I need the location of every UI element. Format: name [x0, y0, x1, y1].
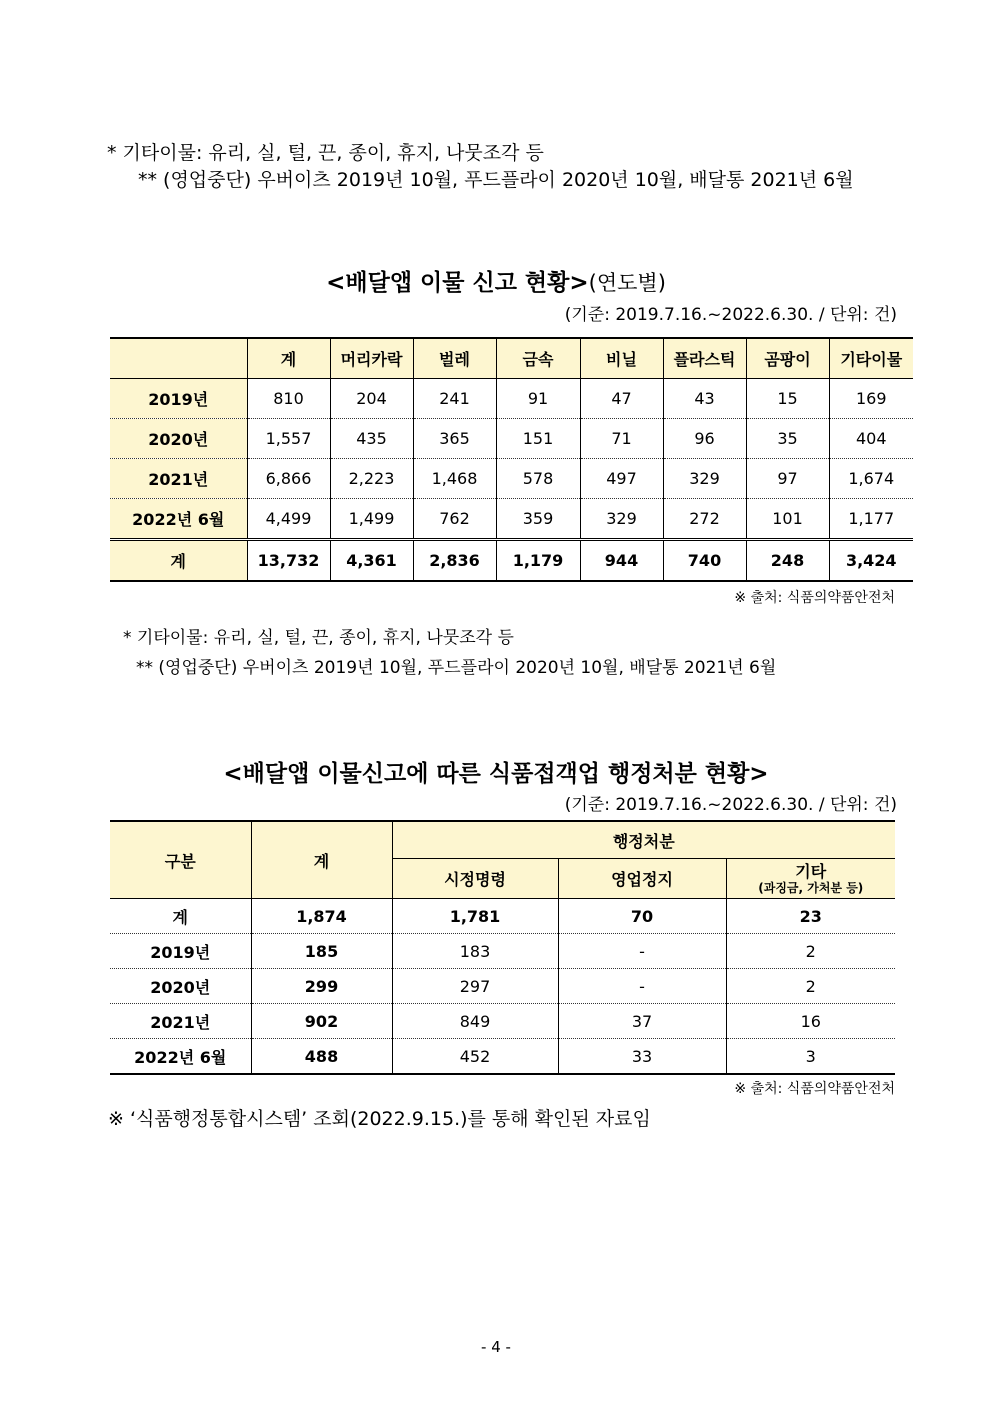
- table-cell: 47: [580, 379, 663, 419]
- table-cell: 404: [829, 419, 913, 459]
- table1-header-metal: 금속: [496, 338, 580, 379]
- table-cell: 241: [413, 379, 496, 419]
- table-row: [110, 1039, 895, 1075]
- table1-total-row: [110, 540, 913, 582]
- table-row: [110, 934, 895, 969]
- table-row: [110, 459, 913, 499]
- table-cell: -: [558, 969, 726, 1004]
- row-label: 2021년: [110, 459, 247, 499]
- table-row: [110, 499, 913, 540]
- row-label: 계: [110, 899, 251, 934]
- table-cell: 35: [746, 419, 829, 459]
- table2-title: <배달앱 이물신고에 따른 식품접객업 행정처분 현황>: [223, 761, 769, 787]
- table-cell: 1,468: [413, 459, 496, 499]
- table2-header-row-1: [110, 821, 895, 859]
- table-foreign-reports-by-year: [110, 337, 913, 582]
- row-label: 2020년: [110, 969, 251, 1004]
- table-cell: 37: [558, 1004, 726, 1039]
- table-cell: 2,836: [413, 540, 496, 582]
- table-cell: 13,732: [247, 540, 330, 582]
- table2-basis: (기준: 2019.7.16.~2022.6.30. / 단위: 건): [564, 795, 897, 815]
- table-cell: 329: [663, 459, 746, 499]
- table-cell: 91: [496, 379, 580, 419]
- table1-header-plastic: 플라스틱: [663, 338, 746, 379]
- table2-header-other-note: (과징금, 가처분 등): [758, 880, 864, 895]
- table2-header-correction: 시정명령: [392, 859, 558, 899]
- table-cell: 944: [580, 540, 663, 582]
- table1-header-hair: 머리카락: [330, 338, 413, 379]
- table-row: [110, 419, 913, 459]
- table2-header-suspension: 영업정지: [558, 859, 726, 899]
- table-cell: 762: [413, 499, 496, 540]
- table2-header-category: 구분: [110, 821, 251, 899]
- table2-total-row: [110, 899, 895, 934]
- table-cell: 43: [663, 379, 746, 419]
- table-cell: 2: [726, 934, 895, 969]
- table1-basis: (기준: 2019.7.16.~2022.6.30. / 단위: 건): [564, 305, 897, 325]
- table-cell: 1,781: [392, 899, 558, 934]
- note-business-closure: ** (영업중단) 우버이츠 2019년 10월, 푸드플라이 2020년 10월, 배달통 2021년 6월: [138, 169, 854, 191]
- note-other-foreign-2: * 기타이물: 유리, 실, 털, 끈, 종이, 휴지, 나뭇조각 등: [123, 628, 514, 648]
- table2-source: ※ 출처: 식품의약품안전처: [734, 1081, 895, 1097]
- table-cell: 204: [330, 379, 413, 419]
- table1-header-total: 계: [247, 338, 330, 379]
- table1-header-blank: [110, 338, 247, 379]
- table-cell: 1,499: [330, 499, 413, 540]
- table-cell: 272: [663, 499, 746, 540]
- table-cell: 2,223: [330, 459, 413, 499]
- table1-header-other: 기타이물: [829, 338, 913, 379]
- table1-header-mold: 곰팡이: [746, 338, 829, 379]
- table-row: [110, 379, 913, 419]
- table-cell: 435: [330, 419, 413, 459]
- table1-title: <배달앱 이물 신고 현황>(연도별): [326, 270, 666, 296]
- table-cell: 329: [580, 499, 663, 540]
- table2-header-group: 행정처분: [392, 821, 895, 859]
- table-cell: 71: [580, 419, 663, 459]
- table-cell: 151: [496, 419, 580, 459]
- table-cell: 33: [558, 1039, 726, 1075]
- table-cell: 6,866: [247, 459, 330, 499]
- row-label: 2021년: [110, 1004, 251, 1039]
- table-cell: 183: [392, 934, 558, 969]
- table2-header-other: [726, 859, 895, 899]
- table-cell: 3,424: [829, 540, 913, 582]
- table-cell: 4,499: [247, 499, 330, 540]
- row-label: 계: [110, 540, 247, 582]
- table-cell: 1,674: [829, 459, 913, 499]
- table-cell: 16: [726, 1004, 895, 1039]
- table-cell: 97: [746, 459, 829, 499]
- table-cell: 297: [392, 969, 558, 1004]
- table-cell: 849: [392, 1004, 558, 1039]
- table1-source: ※ 출처: 식품의약품안전처: [734, 590, 895, 606]
- note-business-closure-2: ** (영업중단) 우버이츠 2019년 10월, 푸드플라이 2020년 10월, 배달통 2021년 6월: [136, 658, 777, 678]
- table-cell: 101: [746, 499, 829, 540]
- table-cell: 365: [413, 419, 496, 459]
- table2-header-total: 계: [251, 821, 392, 899]
- table-cell: 4,361: [330, 540, 413, 582]
- table-row: [110, 969, 895, 1004]
- table-cell: 497: [580, 459, 663, 499]
- table-cell: 1,557: [247, 419, 330, 459]
- table-cell: 1,874: [251, 899, 392, 934]
- table1-header-vinyl: 비닐: [580, 338, 663, 379]
- table-cell: 23: [726, 899, 895, 934]
- table1-header-insect: 벌레: [413, 338, 496, 379]
- row-label: 2022년 6월: [110, 499, 247, 540]
- table-cell: -: [558, 934, 726, 969]
- table-cell: 452: [392, 1039, 558, 1075]
- table-cell: 1,179: [496, 540, 580, 582]
- row-label: 2019년: [110, 934, 251, 969]
- table-cell: 169: [829, 379, 913, 419]
- table1-header-row: [110, 338, 913, 379]
- table-cell: 740: [663, 540, 746, 582]
- table-cell: 359: [496, 499, 580, 540]
- table-cell: 902: [251, 1004, 392, 1039]
- table-cell: 299: [251, 969, 392, 1004]
- table-cell: 2: [726, 969, 895, 1004]
- table-cell: 248: [746, 540, 829, 582]
- table-cell: 185: [251, 934, 392, 969]
- table-row: [110, 1004, 895, 1039]
- table-cell: 15: [746, 379, 829, 419]
- table-cell: 70: [558, 899, 726, 934]
- note-other-foreign: * 기타이물: 유리, 실, 털, 끈, 종이, 휴지, 나뭇조각 등: [107, 142, 544, 164]
- table-cell: 1,177: [829, 499, 913, 540]
- footnote: ※ ‘식품행정통합시스템’ 조회(2022.9.15.)를 통해 확인된 자료임: [108, 1108, 651, 1130]
- table-cell: 810: [247, 379, 330, 419]
- table-cell: 96: [663, 419, 746, 459]
- row-label: 2020년: [110, 419, 247, 459]
- row-label: 2019년: [110, 379, 247, 419]
- table-administrative-actions: [110, 820, 895, 1075]
- table-cell: 3: [726, 1039, 895, 1075]
- row-label: 2022년 6월: [134, 1047, 227, 1067]
- table2-header-other-label: 기타: [795, 861, 827, 881]
- table-cell: 578: [496, 459, 580, 499]
- page-number: - 4 -: [481, 1338, 511, 1356]
- table-cell: 488: [251, 1039, 392, 1075]
